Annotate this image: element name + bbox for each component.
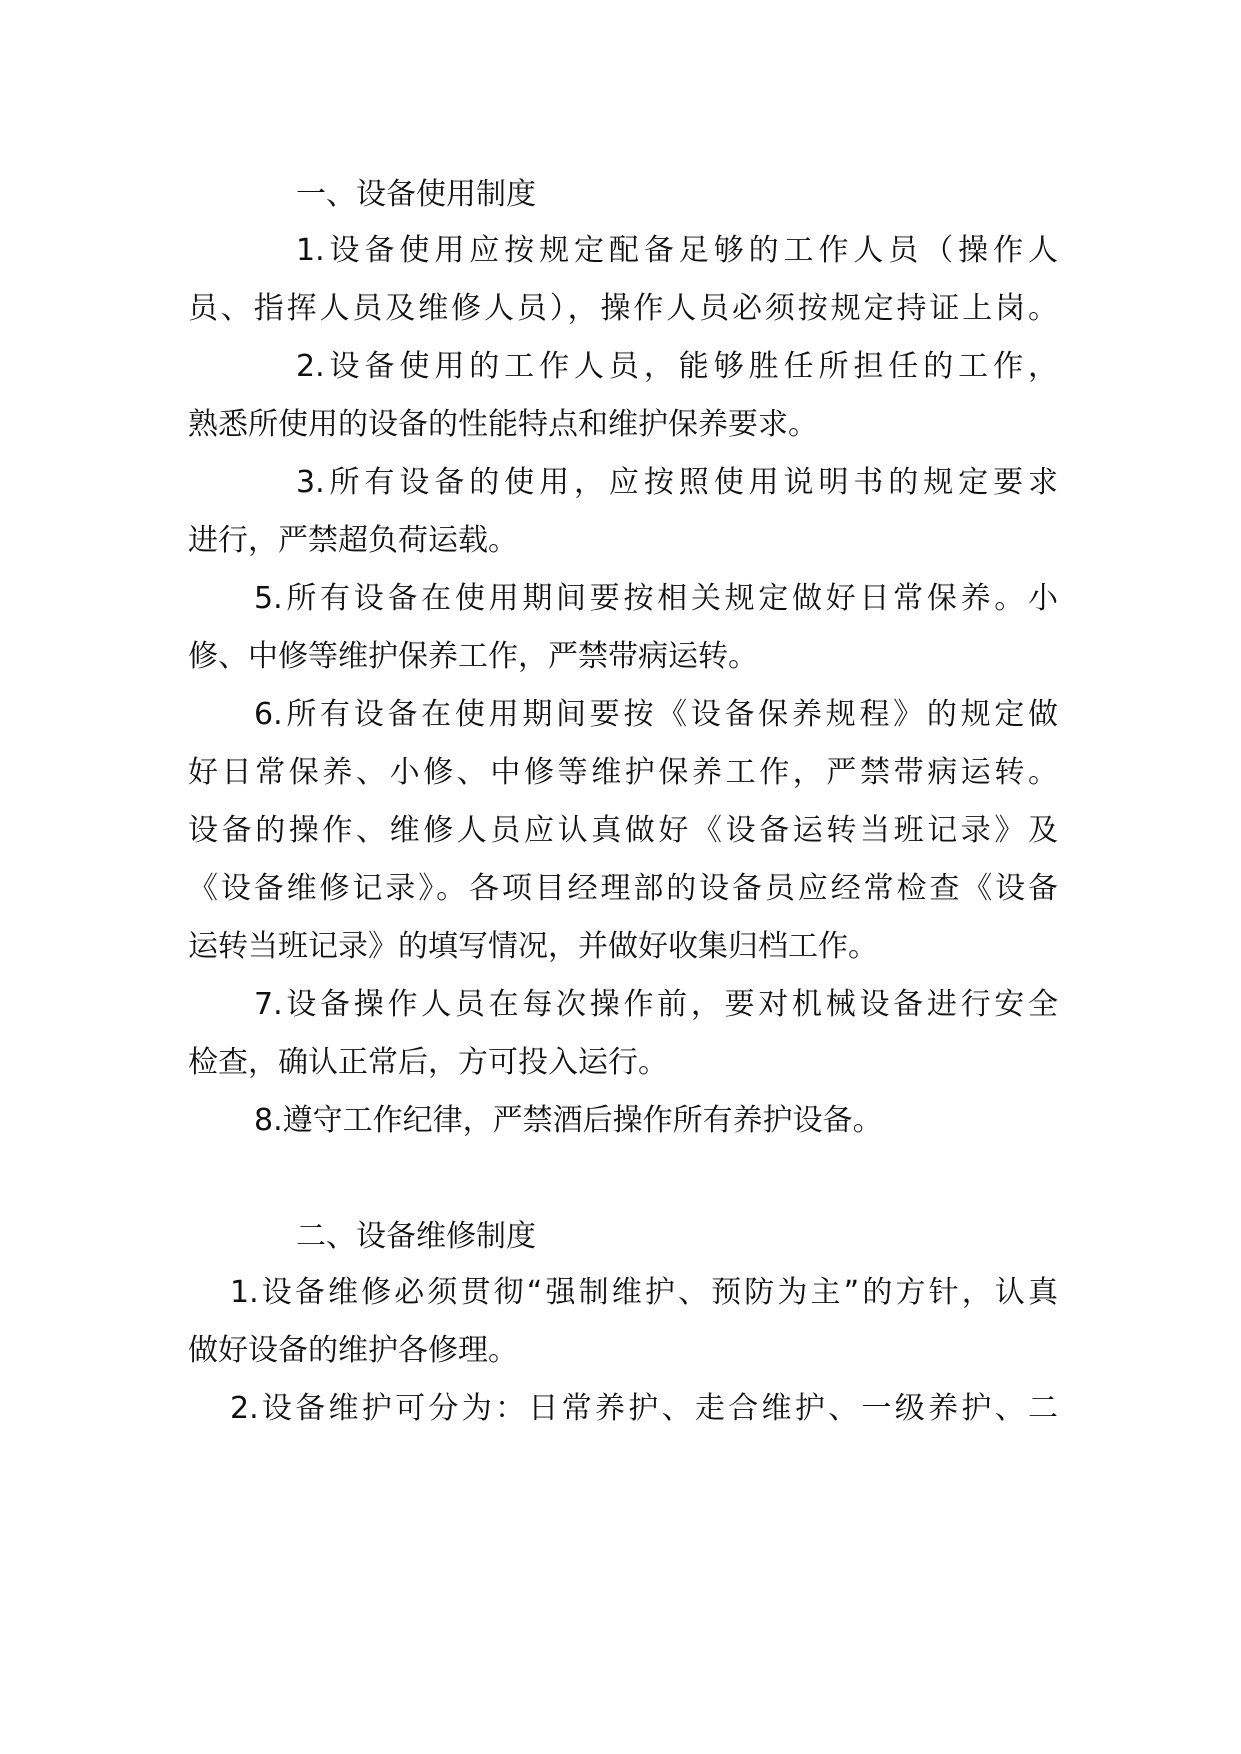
paragraph-line: 2.设备使用的工作人员，能够胜任所担任的工作，: [296, 349, 1058, 384]
paragraph-line: 运转当班记录》的填写情况，并做好收集归档工作。: [188, 929, 878, 964]
paragraph-line: 熟悉所使用的设备的性能特点和维护保养要求。: [188, 407, 818, 442]
paragraph-line: 设备的操作、维修人员应认真做好《设备运转当班记录》及: [188, 813, 1058, 848]
paragraph-line: 进行，严禁超负荷运载。: [188, 523, 518, 558]
paragraph-line: 7.设备操作人员在每次操作前，要对机械设备进行安全: [254, 987, 1058, 1022]
paragraph-line: 8.遵守工作纪律，严禁酒后操作所有养护设备。: [254, 1103, 883, 1138]
paragraph-line: 修、中修等维护保养工作，严禁带病运转。: [188, 639, 758, 674]
paragraph-line: 2.设备维护可分为：日常养护、走合维护、一级养护、二: [230, 1391, 1058, 1426]
paragraph-line: 检查，确认正常后，方可投入运行。: [188, 1045, 668, 1080]
paragraph-line: 员、指挥人员及维修人员），操作人员必须按规定持证上岗。: [188, 291, 1058, 326]
section-1-heading: 一、设备使用制度: [296, 177, 536, 212]
paragraph-line: 1.设备使用应按规定配备足够的工作人员（操作人: [296, 233, 1058, 268]
paragraph-line: 《设备维修记录》。各项目经理部的设备员应经常检查《设备: [188, 871, 1058, 906]
paragraph-line: 5.所有设备在使用期间要按相关规定做好日常保养。小: [254, 581, 1058, 616]
paragraph-line: 3.所有设备的使用，应按照使用说明书的规定要求: [296, 465, 1058, 500]
paragraph-line: 做好设备的维护各修理。: [188, 1333, 518, 1368]
paragraph-line: 6.所有设备在使用期间要按《设备保养规程》的规定做: [254, 697, 1058, 732]
paragraph-line: 好日常保养、小修、中修等维护保养工作，严禁带病运转。: [188, 755, 1058, 790]
section-2-heading: 二、设备维修制度: [296, 1219, 536, 1254]
paragraph-line: 1.设备维修必须贯彻“强制维护、预防为主”的方针，认真: [230, 1275, 1058, 1310]
